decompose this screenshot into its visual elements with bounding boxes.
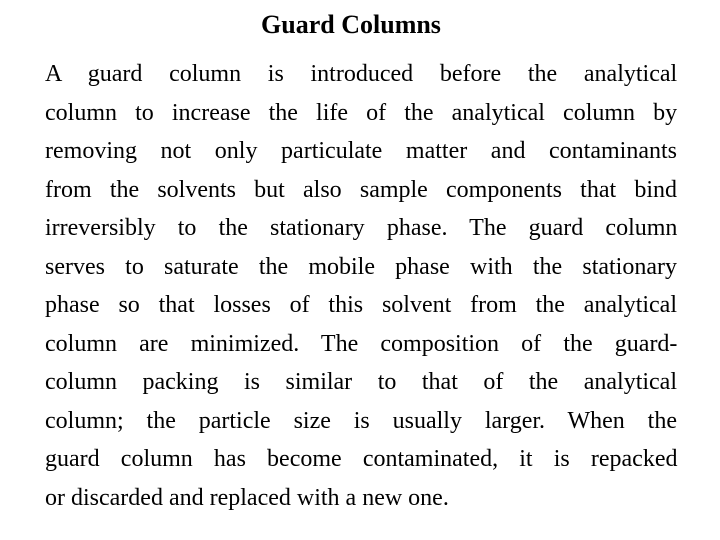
body-line: from the solvents but also sample components that bind <box>45 176 677 203</box>
body-line: serves to saturate the mobile phase with the stationary <box>45 253 677 280</box>
body-line: guard column has become contaminated, it is repacked <box>45 446 678 472</box>
body-line: irreversibly to the stationary phase. The guard column <box>45 215 678 241</box>
slide-title: Guard Columns <box>261 10 441 39</box>
body-line: phase so that losses of this solvent from the analytical <box>45 292 677 318</box>
body-line: removing not only particulate matter and contaminants <box>45 138 677 164</box>
body-line: column to increase the life of the analytical column by <box>45 99 678 126</box>
body-line: A guard column is introduced before the analytical <box>45 61 678 87</box>
body-line: column; the particle size is usually larger. When the <box>45 407 677 434</box>
body-line: column packing is similar to that of the analytical <box>45 369 677 395</box>
slide-body-text <box>45 55 677 517</box>
body-line: or discarded and replaced with a new one. <box>45 484 449 511</box>
body-line: column are minimized. The composition of the guard- <box>45 330 678 357</box>
